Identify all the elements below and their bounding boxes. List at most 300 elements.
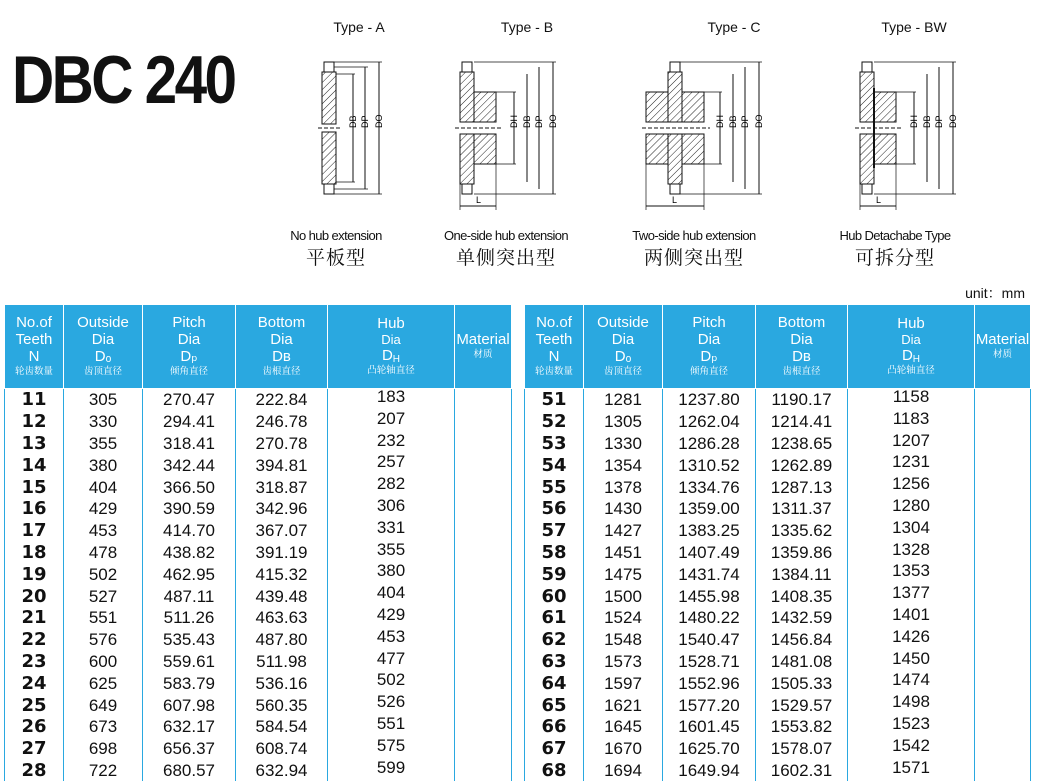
pitch-dia-cell: 1359.00: [663, 498, 756, 520]
pitch-dia-cell: 535.43: [143, 629, 236, 651]
bottom-dia-cell: 270.78: [236, 433, 328, 455]
outside-dia-cell: 1475: [584, 563, 663, 585]
teeth-cell: 54: [525, 454, 584, 476]
type-bw-caption-en: Hub Detachabe Type: [839, 228, 951, 243]
table-row: [5, 563, 512, 585]
material-cell: [455, 672, 512, 694]
teeth-cell: 62: [525, 629, 584, 651]
pitch-dia-cell: 1552.96: [663, 672, 756, 694]
pitch-dia-header: Pitch Dia Dₚ 倾角直径: [143, 305, 236, 389]
type-b-diagram: [450, 52, 575, 212]
type-b-label: Type - B: [500, 19, 554, 35]
pitch-dia-cell: 583.79: [143, 672, 236, 694]
material-cell: [975, 520, 1031, 542]
pitch-dia-cell: 1383.25: [663, 520, 756, 542]
bottom-dia-cell: 1432.59: [756, 607, 848, 629]
bottom-dia-cell: 487.80: [236, 629, 328, 651]
hub-dia-header: Hub Dia $D_H$ 凸轮轴直径: [848, 305, 975, 389]
bottom-dia-cell: 222.84: [236, 389, 328, 411]
pitch-dia-cell: 294.41: [143, 411, 236, 433]
bottom-dia-cell: 318.87: [236, 476, 328, 498]
table-row: [5, 542, 512, 564]
hub-dia-cell: 380: [328, 563, 455, 585]
teeth-cell: 58: [525, 542, 584, 564]
pitch-dia-cell: 1649.94: [663, 760, 756, 781]
hub-dia-cell: 599: [328, 760, 455, 781]
material-cell: [975, 433, 1031, 455]
hub-dia-cell: 1542: [848, 738, 975, 760]
material-cell: [975, 738, 1031, 760]
pitch-dia-cell: 1455.98: [663, 585, 756, 607]
outside-dia-cell: 1305: [584, 411, 663, 433]
pitch-dia-cell: 1286.28: [663, 433, 756, 455]
bottom-dia-cell: 1384.11: [756, 563, 848, 585]
table-row: [5, 607, 512, 629]
teeth-cell: 21: [5, 607, 64, 629]
material-cell: [975, 476, 1031, 498]
teeth-cell: 14: [5, 454, 64, 476]
do-label-b: DO: [548, 114, 558, 128]
do-label-bw: DO: [948, 114, 958, 128]
teeth-cell: 59: [525, 563, 584, 585]
table-row: [525, 694, 1031, 716]
outside-dia-cell: 551: [64, 607, 143, 629]
bottom-dia-cell: 511.98: [236, 651, 328, 673]
teeth-cell: 27: [5, 738, 64, 760]
table-row: [525, 672, 1031, 694]
pitch-dia-cell: 1237.80: [663, 389, 756, 411]
pitch-dia-cell: 511.26: [143, 607, 236, 629]
teeth-cell: 11: [5, 389, 64, 411]
teeth-cell: 17: [5, 520, 64, 542]
pitch-dia-cell: 462.95: [143, 563, 236, 585]
outside-dia-cell: 1694: [584, 760, 663, 781]
bottom-dia-cell: 394.81: [236, 454, 328, 476]
pitch-dia-cell: 342.44: [143, 454, 236, 476]
type-c-diagram: [640, 52, 775, 212]
pitch-dia-cell: 438.82: [143, 542, 236, 564]
pitch-dia-cell: 1625.70: [663, 738, 756, 760]
hub-dia-cell: 404: [328, 585, 455, 607]
table-row: [5, 411, 512, 433]
bottom-dia-cell: 1262.89: [756, 454, 848, 476]
bottom-dia-cell: 1311.37: [756, 498, 848, 520]
hub-dia-header: Hub Dia $D_H$ 凸轮轴直径: [328, 305, 455, 389]
teeth-cell: 20: [5, 585, 64, 607]
outside-dia-header: Outside Dia Dₒ 齿顶直径: [584, 305, 663, 389]
material-cell: [975, 694, 1031, 716]
material-cell: [975, 629, 1031, 651]
type-a-label: Type - A: [333, 19, 385, 35]
outside-dia-cell: 1427: [584, 520, 663, 542]
outside-dia-cell: 1500: [584, 585, 663, 607]
material-cell: [975, 389, 1031, 411]
teeth-cell: 19: [5, 563, 64, 585]
dh-label-c: DH: [715, 115, 725, 128]
bottom-dia-cell: 1578.07: [756, 738, 848, 760]
teeth-cell: 25: [5, 694, 64, 716]
l-label-b: L: [476, 195, 482, 205]
teeth-cell: 26: [5, 716, 64, 738]
material-cell: [975, 542, 1031, 564]
outside-dia-cell: 1524: [584, 607, 663, 629]
table-row: [525, 651, 1031, 673]
l-label-bw: L: [876, 195, 882, 205]
outside-dia-header: Outside Dia Dₒ 齿顶直径: [64, 305, 143, 389]
outside-dia-cell: 1621: [584, 694, 663, 716]
table-row: [525, 433, 1031, 455]
bottom-dia-cell: 608.74: [236, 738, 328, 760]
bottom-dia-cell: 1214.41: [756, 411, 848, 433]
pitch-dia-cell: 414.70: [143, 520, 236, 542]
table-body-right: [525, 389, 1031, 781]
outside-dia-cell: 453: [64, 520, 143, 542]
teeth-cell: 16: [5, 498, 64, 520]
material-cell: [455, 542, 512, 564]
dp-label-c: DP: [740, 115, 750, 128]
bottom-dia-cell: 632.94: [236, 760, 328, 781]
pitch-dia-cell: 559.61: [143, 651, 236, 673]
do-label: DO: [374, 114, 384, 128]
table-row: [525, 476, 1031, 498]
type-a-diagram: [310, 52, 390, 197]
bottom-dia-cell: 391.19: [236, 542, 328, 564]
table-row: [5, 760, 512, 781]
material-cell: [975, 563, 1031, 585]
material-cell: [975, 411, 1031, 433]
table-row: [5, 738, 512, 760]
pitch-dia-cell: 318.41: [143, 433, 236, 455]
type-c-label: Type - C: [707, 19, 761, 35]
material-cell: [455, 629, 512, 651]
table-row: [5, 498, 512, 520]
outside-dia-cell: 698: [64, 738, 143, 760]
material-cell: [455, 738, 512, 760]
teeth-cell: 24: [5, 672, 64, 694]
table-header-row: [5, 305, 512, 389]
table-row: [525, 760, 1031, 781]
pitch-dia-cell: 1431.74: [663, 563, 756, 585]
bottom-dia-cell: 584.54: [236, 716, 328, 738]
dp-label-b: DP: [534, 115, 544, 128]
hub-dia-cell: 575: [328, 738, 455, 760]
pitch-dia-cell: 487.11: [143, 585, 236, 607]
db-label: DB: [348, 115, 358, 128]
outside-dia-cell: 502: [64, 563, 143, 585]
hub-dia-cell: 331: [328, 520, 455, 542]
teeth-cell: 65: [525, 694, 584, 716]
bottom-dia-cell: 415.32: [236, 563, 328, 585]
bottom-dia-header: Bottom Dia Dʙ 齿根直径: [756, 305, 848, 389]
material-cell: [455, 607, 512, 629]
db-label-b: DB: [522, 115, 532, 128]
bottom-dia-cell: 246.78: [236, 411, 328, 433]
material-cell: [975, 651, 1031, 673]
type-c-caption-cn: 两侧突出型: [643, 247, 744, 269]
bottom-dia-cell: 1238.65: [756, 433, 848, 455]
db-label-bw: DB: [922, 115, 932, 128]
pitch-dia-cell: 1540.47: [663, 629, 756, 651]
material-cell: [455, 694, 512, 716]
hub-dia-cell: 282: [328, 476, 455, 498]
hub-dia-cell: 257: [328, 454, 455, 476]
hub-dia-cell: 1571: [848, 760, 975, 781]
outside-dia-cell: 1645: [584, 716, 663, 738]
outside-dia-cell: 1670: [584, 738, 663, 760]
bottom-dia-cell: 1190.17: [756, 389, 848, 411]
hub-dia-cell: 1377: [848, 585, 975, 607]
outside-dia-cell: 1548: [584, 629, 663, 651]
outside-dia-cell: 1430: [584, 498, 663, 520]
teeth-cell: 53: [525, 433, 584, 455]
table-row: [525, 520, 1031, 542]
bottom-dia-cell: 1335.62: [756, 520, 848, 542]
db-label-c: DB: [728, 115, 738, 128]
outside-dia-cell: 355: [64, 433, 143, 455]
pitch-dia-cell: 607.98: [143, 694, 236, 716]
table-row: [5, 389, 512, 411]
teeth-cell: 68: [525, 760, 584, 781]
material-cell: [975, 498, 1031, 520]
type-bw-diagram: [850, 52, 975, 212]
bottom-dia-cell: 1481.08: [756, 651, 848, 673]
outside-dia-cell: 305: [64, 389, 143, 411]
pitch-dia-cell: 1334.76: [663, 476, 756, 498]
table-row: [525, 563, 1031, 585]
pitch-dia-cell: 656.37: [143, 738, 236, 760]
hub-dia-cell: 477: [328, 651, 455, 673]
bottom-dia-cell: 463.63: [236, 607, 328, 629]
hub-dia-cell: 551: [328, 716, 455, 738]
material-cell: [455, 476, 512, 498]
pitch-dia-cell: 390.59: [143, 498, 236, 520]
pitch-dia-cell: 1480.22: [663, 607, 756, 629]
material-cell: [455, 651, 512, 673]
material-cell: [455, 520, 512, 542]
material-header: Material 材质: [975, 305, 1031, 389]
teeth-cell: 61: [525, 607, 584, 629]
material-cell: [455, 389, 512, 411]
teeth-cell: 51: [525, 389, 584, 411]
material-cell: [455, 454, 512, 476]
table-row: [525, 629, 1031, 651]
material-cell: [975, 760, 1031, 781]
table-row: [525, 542, 1031, 564]
outside-dia-cell: 1451: [584, 542, 663, 564]
pitch-dia-cell: 1601.45: [663, 716, 756, 738]
teeth-cell: 23: [5, 651, 64, 673]
unit-label: unit：mm: [965, 285, 1025, 301]
dp-label-bw: DP: [934, 115, 944, 128]
teeth-cell: 22: [5, 629, 64, 651]
outside-dia-cell: 330: [64, 411, 143, 433]
outside-dia-cell: 673: [64, 716, 143, 738]
hub-dia-cell: 306: [328, 498, 455, 520]
product-title: DBC 240: [12, 42, 235, 118]
table-row: [5, 476, 512, 498]
dp-label: DP: [360, 115, 370, 128]
hub-dia-cell: 1353: [848, 563, 975, 585]
bottom-dia-cell: 367.07: [236, 520, 328, 542]
table-row: [525, 607, 1031, 629]
table-row: [5, 651, 512, 673]
material-header: Material 材质: [455, 305, 512, 389]
outside-dia-cell: 1281: [584, 389, 663, 411]
hub-dia-cell: 1328: [848, 542, 975, 564]
pitch-dia-cell: 1262.04: [663, 411, 756, 433]
teeth-cell: 28: [5, 760, 64, 781]
type-c-caption-en: Two-side hub extension: [632, 228, 756, 243]
hub-dia-cell: 207: [328, 411, 455, 433]
l-label-c: L: [672, 195, 678, 205]
teeth-cell: 60: [525, 585, 584, 607]
hub-dia-cell: 1280: [848, 498, 975, 520]
hub-dia-cell: 1426: [848, 629, 975, 651]
bottom-dia-cell: 1456.84: [756, 629, 848, 651]
table-row: [5, 520, 512, 542]
outside-dia-cell: 600: [64, 651, 143, 673]
teeth-cell: 67: [525, 738, 584, 760]
material-cell: [455, 498, 512, 520]
hub-dia-cell: 355: [328, 542, 455, 564]
pitch-dia-cell: 632.17: [143, 716, 236, 738]
outside-dia-cell: 722: [64, 760, 143, 781]
table-row: [525, 454, 1031, 476]
dh-label-bw: DH: [909, 115, 919, 128]
table-row: [525, 738, 1031, 760]
bottom-dia-cell: 560.35: [236, 694, 328, 716]
dh-label-b: DH: [509, 115, 519, 128]
teeth-cell: 52: [525, 411, 584, 433]
table-row: [525, 585, 1031, 607]
pitch-dia-cell: 1310.52: [663, 454, 756, 476]
bottom-dia-header: Bottom Dia Dʙ 齿根直径: [236, 305, 328, 389]
outside-dia-cell: 1597: [584, 672, 663, 694]
material-cell: [975, 607, 1031, 629]
material-cell: [455, 760, 512, 781]
do-label-c: DO: [754, 114, 764, 128]
type-bw-caption-cn: 可拆分型: [854, 247, 935, 269]
material-cell: [455, 433, 512, 455]
material-cell: [455, 585, 512, 607]
outside-dia-cell: 404: [64, 476, 143, 498]
bottom-dia-cell: 342.96: [236, 498, 328, 520]
teeth-header: No.of Teeth N 轮齿数量: [5, 305, 64, 389]
material-cell: [975, 716, 1031, 738]
bottom-dia-cell: 1359.86: [756, 542, 848, 564]
outside-dia-cell: 649: [64, 694, 143, 716]
bottom-dia-cell: 439.48: [236, 585, 328, 607]
hub-dia-cell: 1401: [848, 607, 975, 629]
pitch-dia-cell: 366.50: [143, 476, 236, 498]
outside-dia-cell: 1330: [584, 433, 663, 455]
table-header-row: [525, 305, 1031, 389]
type-bw-label: Type - BW: [881, 19, 947, 35]
hub-dia-cell: 1207: [848, 433, 975, 455]
teeth-cell: 18: [5, 542, 64, 564]
teeth-cell: 63: [525, 651, 584, 673]
teeth-cell: 15: [5, 476, 64, 498]
bottom-dia-cell: 1408.35: [756, 585, 848, 607]
material-cell: [975, 585, 1031, 607]
teeth-cell: 66: [525, 716, 584, 738]
bottom-dia-cell: 1602.31: [756, 760, 848, 781]
outside-dia-cell: 527: [64, 585, 143, 607]
table-row: [5, 629, 512, 651]
spec-table-left: [4, 304, 512, 781]
bottom-dia-cell: 1529.57: [756, 694, 848, 716]
hub-dia-cell: 429: [328, 607, 455, 629]
hub-dia-cell: 502: [328, 672, 455, 694]
hub-dia-cell: 1450: [848, 651, 975, 673]
material-cell: [455, 563, 512, 585]
bottom-dia-cell: 536.16: [236, 672, 328, 694]
hub-dia-cell: 1474: [848, 672, 975, 694]
table-row: [5, 694, 512, 716]
table-row: [5, 716, 512, 738]
hub-dia-cell: 1523: [848, 716, 975, 738]
bottom-dia-cell: 1287.13: [756, 476, 848, 498]
hub-dia-cell: 1231: [848, 454, 975, 476]
hub-dia-cell: 1183: [848, 411, 975, 433]
pitch-dia-header: Pitch Dia Dₚ 倾角直径: [663, 305, 756, 389]
bottom-dia-cell: 1505.33: [756, 672, 848, 694]
teeth-cell: 64: [525, 672, 584, 694]
pitch-dia-cell: 680.57: [143, 760, 236, 781]
teeth-cell: 13: [5, 433, 64, 455]
bottom-dia-cell: 1553.82: [756, 716, 848, 738]
outside-dia-cell: 429: [64, 498, 143, 520]
material-cell: [975, 454, 1031, 476]
table-row: [525, 498, 1031, 520]
hub-dia-cell: 232: [328, 433, 455, 455]
hub-dia-cell: 1158: [848, 389, 975, 411]
table-row: [525, 389, 1031, 411]
table-body-left: [5, 389, 512, 781]
hub-dia-cell: 183: [328, 389, 455, 411]
teeth-cell: 55: [525, 476, 584, 498]
hub-dia-cell: 526: [328, 694, 455, 716]
hub-dia-cell: 1304: [848, 520, 975, 542]
type-a-caption-en: No hub extension: [290, 228, 382, 243]
teeth-cell: 12: [5, 411, 64, 433]
table-row: [525, 716, 1031, 738]
teeth-cell: 56: [525, 498, 584, 520]
spec-table-right: [524, 304, 1031, 781]
outside-dia-cell: 1378: [584, 476, 663, 498]
pitch-dia-cell: 1577.20: [663, 694, 756, 716]
table-row: [5, 585, 512, 607]
table-row: [5, 433, 512, 455]
teeth-cell: 57: [525, 520, 584, 542]
type-b-caption-cn: 单侧突出型: [455, 247, 556, 269]
outside-dia-cell: 1573: [584, 651, 663, 673]
outside-dia-cell: 576: [64, 629, 143, 651]
material-cell: [455, 716, 512, 738]
pitch-dia-cell: 1407.49: [663, 542, 756, 564]
table-row: [525, 411, 1031, 433]
hub-dia-cell: 1256: [848, 476, 975, 498]
pitch-dia-cell: 1528.71: [663, 651, 756, 673]
hub-dia-cell: 453: [328, 629, 455, 651]
table-row: [5, 672, 512, 694]
table-row: [5, 454, 512, 476]
material-cell: [975, 672, 1031, 694]
pitch-dia-cell: 270.47: [143, 389, 236, 411]
material-cell: [455, 411, 512, 433]
outside-dia-cell: 625: [64, 672, 143, 694]
type-b-caption-en: One-side hub extension: [443, 228, 569, 243]
